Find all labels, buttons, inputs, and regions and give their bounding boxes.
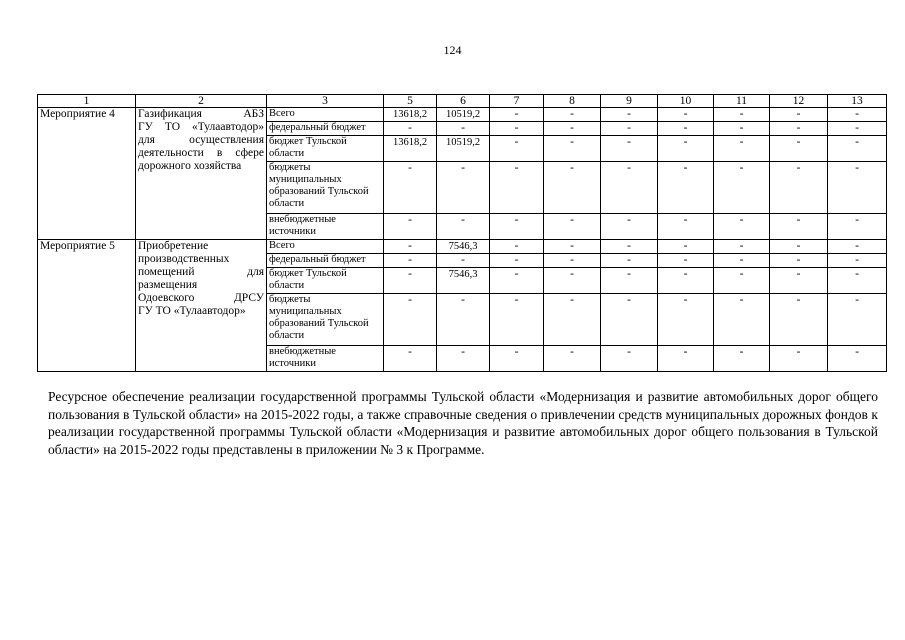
value-cell: - — [770, 240, 828, 254]
table-row — [38, 240, 887, 254]
funding-source: внебюджетные источники — [267, 346, 384, 372]
value-cell: - — [828, 108, 887, 122]
value-cell: - — [601, 214, 658, 240]
funding-source: Всего — [267, 240, 384, 254]
value-cell: - — [490, 214, 544, 240]
header-cell: 8 — [544, 95, 601, 108]
value-cell: - — [437, 254, 490, 268]
funding-source: бюджет Тульской области — [267, 268, 384, 294]
value-cell: - — [490, 346, 544, 372]
measure-name: Мероприятие 4 — [38, 108, 136, 240]
value-cell: - — [714, 122, 770, 136]
value-cell: - — [714, 268, 770, 294]
value-cell: 7546,3 — [437, 268, 490, 294]
value-cell: - — [601, 346, 658, 372]
header-cell: 1 — [38, 95, 136, 108]
value-cell: - — [828, 254, 887, 268]
measure-description-line: дорожного хозяйства — [138, 160, 242, 172]
measure-name: Мероприятие 5 — [38, 240, 136, 372]
funding-source: бюджеты муниципальных образований Тульской области — [267, 162, 384, 214]
value-cell: - — [770, 162, 828, 214]
value-cell: - — [828, 136, 887, 162]
value-cell: - — [601, 136, 658, 162]
value-cell: - — [490, 122, 544, 136]
value-cell: - — [714, 136, 770, 162]
measure-description-line: для осуществления — [138, 134, 264, 146]
value-cell: - — [601, 294, 658, 346]
value-cell: 13618,2 — [384, 108, 437, 122]
header-cell: 12 — [770, 95, 828, 108]
measure-description-line: Приобретение — [138, 240, 209, 252]
value-cell: - — [384, 268, 437, 294]
value-cell: - — [714, 254, 770, 268]
value-cell: 7546,3 — [437, 240, 490, 254]
value-cell: - — [384, 162, 437, 214]
value-cell: 10519,2 — [437, 108, 490, 122]
value-cell: - — [601, 240, 658, 254]
value-cell: - — [658, 346, 714, 372]
value-cell: - — [601, 254, 658, 268]
header-cell: 6 — [437, 95, 490, 108]
value-cell: - — [770, 346, 828, 372]
value-cell: - — [714, 346, 770, 372]
value-cell: 13618,2 — [384, 136, 437, 162]
value-cell: - — [658, 294, 714, 346]
value-cell: - — [384, 346, 437, 372]
value-cell: - — [828, 214, 887, 240]
funding-source: бюджеты муниципальных образований Тульской области — [267, 294, 384, 346]
value-cell: - — [544, 214, 601, 240]
value-cell: - — [770, 214, 828, 240]
header-cell: 10 — [658, 95, 714, 108]
value-cell: - — [658, 136, 714, 162]
header-cell: 11 — [714, 95, 770, 108]
measure-description — [136, 240, 267, 372]
value-cell: - — [658, 122, 714, 136]
resource-table — [37, 94, 887, 372]
value-cell: - — [658, 214, 714, 240]
value-cell: - — [437, 294, 490, 346]
value-cell: - — [828, 162, 887, 214]
resource-paragraph: Ресурсное обеспечение реализации государственной программы Тульской области «Модернизация и развитие автомобильных дорог общего пользования в Тульской области» на 2015-2022 годы, а также справочные сведения о привлечении средств муниципальных дорожных фондов к реализации государственной программы Тульской области «Модернизация и развитие автомобильных дорог общего пользования в Тульской области» на 2015-2022 годы представлены в приложении № 3 к Программе. — [48, 389, 878, 457]
value-cell: - — [384, 122, 437, 136]
value-cell: - — [490, 162, 544, 214]
value-cell: - — [437, 162, 490, 214]
value-cell: - — [490, 254, 544, 268]
value-cell: - — [714, 162, 770, 214]
value-cell: - — [384, 254, 437, 268]
value-cell: - — [544, 346, 601, 372]
header-cell: 2 — [136, 95, 267, 108]
value-cell: - — [437, 346, 490, 372]
measure-description-line: производственных — [138, 253, 230, 265]
measure-description-line: Газификация АБЗ — [138, 108, 264, 120]
funding-source: федеральный бюджет — [267, 122, 384, 136]
value-cell: - — [544, 122, 601, 136]
measure-description-line: ГУ ТО «Тулаавтодор» — [138, 121, 264, 133]
funding-source: федеральный бюджет — [267, 254, 384, 268]
value-cell: - — [828, 122, 887, 136]
header-cell: 3 — [267, 95, 384, 108]
header-cell: 13 — [828, 95, 887, 108]
value-cell: - — [544, 268, 601, 294]
value-cell: - — [770, 136, 828, 162]
value-cell: 10519,2 — [437, 136, 490, 162]
value-cell: - — [601, 268, 658, 294]
measure-description-line: деятельности в сфере — [138, 147, 264, 159]
value-cell: - — [770, 294, 828, 346]
funding-source: внебюджетные источники — [267, 214, 384, 240]
value-cell: - — [828, 268, 887, 294]
measure-description — [136, 108, 267, 240]
value-cell: - — [490, 268, 544, 294]
value-cell: - — [658, 108, 714, 122]
value-cell: - — [770, 122, 828, 136]
value-cell: - — [544, 108, 601, 122]
value-cell: - — [658, 240, 714, 254]
header-cell: 9 — [601, 95, 658, 108]
value-cell: - — [384, 294, 437, 346]
value-cell: - — [770, 108, 828, 122]
value-cell: - — [714, 214, 770, 240]
value-cell: - — [770, 254, 828, 268]
value-cell: - — [490, 136, 544, 162]
value-cell: - — [601, 122, 658, 136]
value-cell: - — [490, 240, 544, 254]
header-cell: 7 — [490, 95, 544, 108]
value-cell: - — [714, 294, 770, 346]
value-cell: - — [544, 136, 601, 162]
measure-description-line: размещения — [138, 279, 198, 291]
value-cell: - — [437, 214, 490, 240]
value-cell: - — [601, 108, 658, 122]
value-cell: - — [384, 214, 437, 240]
measure-description-line: Одоевского ДРСУ — [138, 292, 264, 304]
value-cell: - — [544, 254, 601, 268]
value-cell: - — [544, 162, 601, 214]
table-header-row — [38, 95, 887, 108]
header-cell: 5 — [384, 95, 437, 108]
value-cell: - — [770, 268, 828, 294]
value-cell: - — [714, 240, 770, 254]
value-cell: - — [544, 294, 601, 346]
value-cell: - — [384, 240, 437, 254]
value-cell: - — [490, 294, 544, 346]
page-number: 124 — [443, 43, 462, 57]
value-cell: - — [714, 108, 770, 122]
funding-source: бюджет Тульской области — [267, 136, 384, 162]
table-row — [38, 108, 887, 122]
value-cell: - — [544, 240, 601, 254]
value-cell: - — [658, 162, 714, 214]
value-cell: - — [828, 294, 887, 346]
value-cell: - — [601, 162, 658, 214]
value-cell: - — [437, 122, 490, 136]
measure-description-line: помещений для — [138, 266, 264, 278]
value-cell: - — [658, 268, 714, 294]
funding-source: Всего — [267, 108, 384, 122]
value-cell: - — [490, 108, 544, 122]
value-cell: - — [828, 240, 887, 254]
value-cell: - — [828, 346, 887, 372]
value-cell: - — [658, 254, 714, 268]
measure-description-line: ГУ ТО «Тулаавтодор» — [138, 305, 246, 317]
